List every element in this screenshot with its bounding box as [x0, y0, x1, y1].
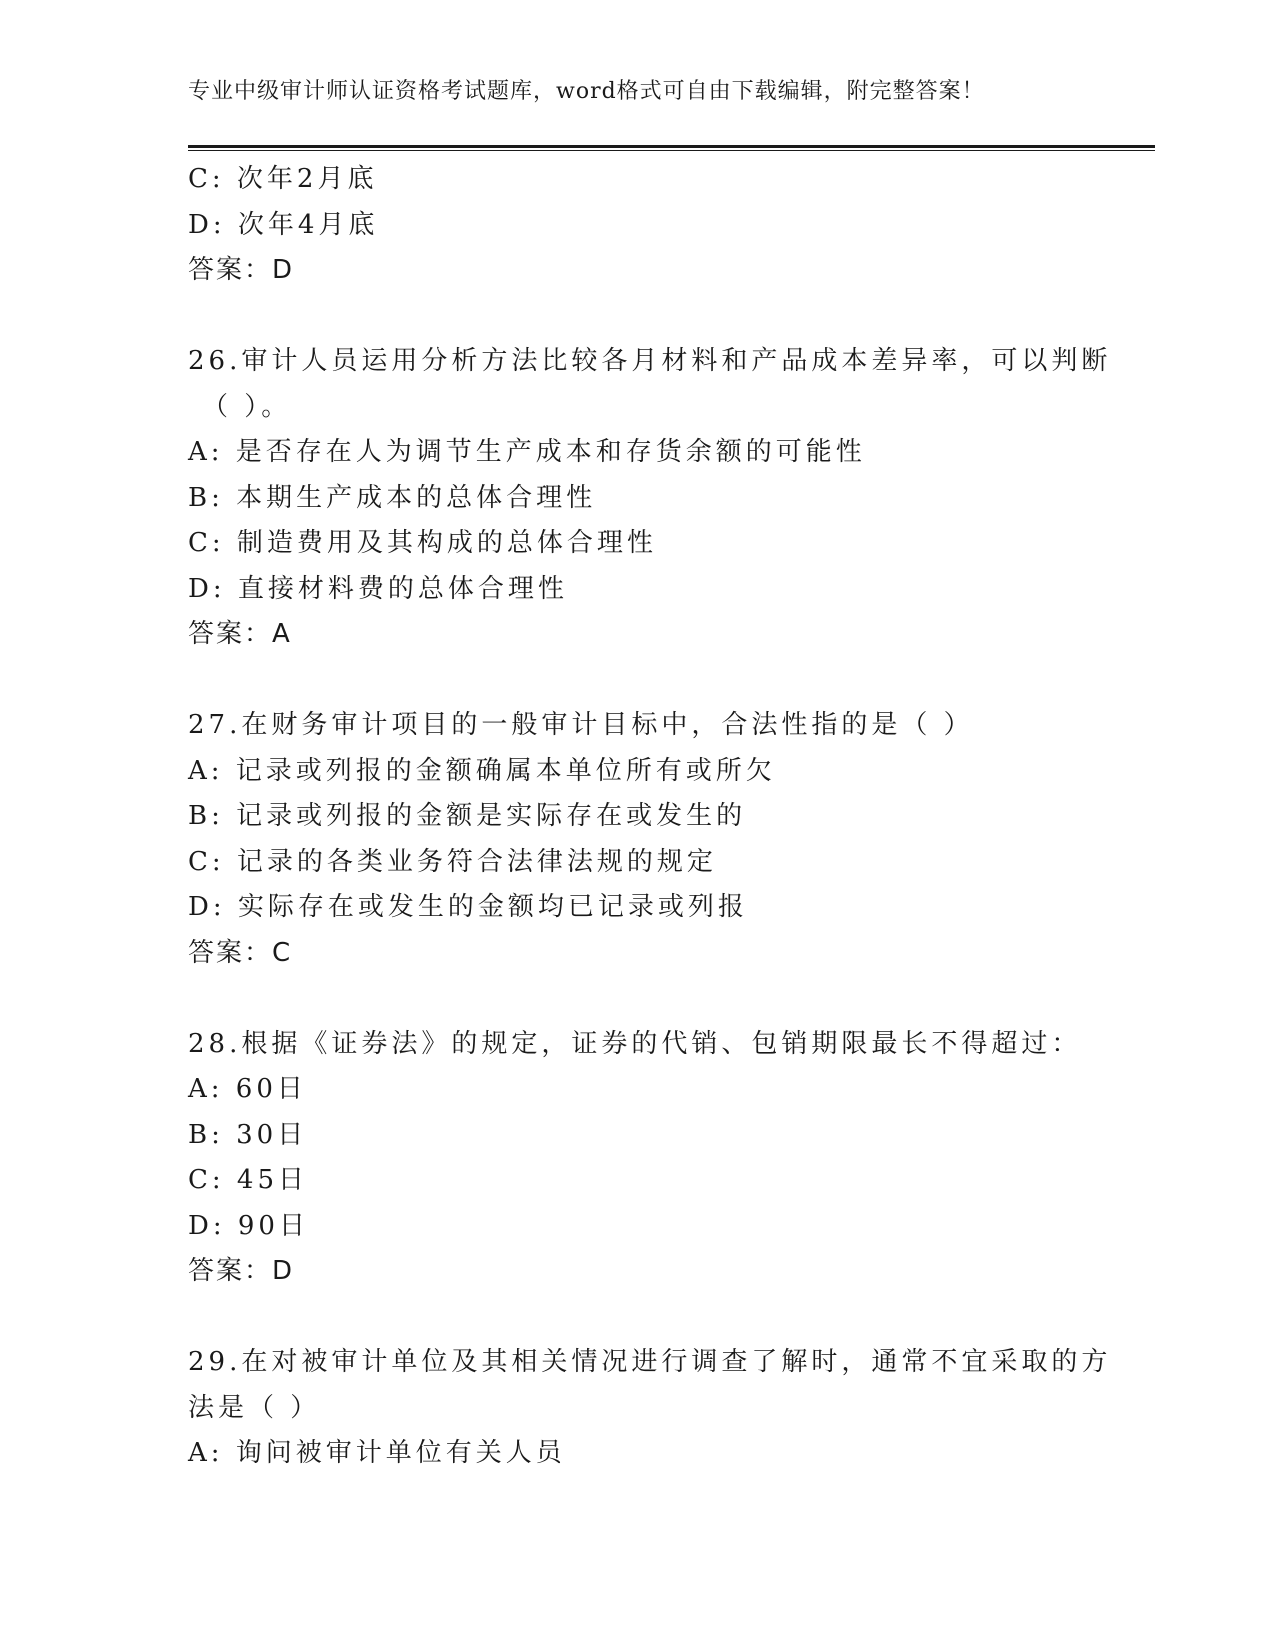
question-29	[188, 1340, 1112, 1477]
option-b: B: 30日	[188, 1119, 308, 1150]
answer-line: 答案：A	[188, 619, 292, 649]
question-stem: 28.根据《证券法》的规定，证券的代销、包销期限最长不得超过：	[188, 1028, 1082, 1059]
question-27	[188, 703, 1078, 976]
option-c: C: 制造费用及其构成的总体合理性	[188, 528, 657, 558]
header-rule-thin	[188, 150, 1155, 151]
question-stem-cont: 法是（ ）	[188, 1392, 321, 1423]
answer-line: 答案：D	[188, 1256, 295, 1286]
option-b: B: 本期生产成本的总体合理性	[188, 482, 597, 513]
question-26	[188, 339, 1112, 658]
option-a: A: 60日	[188, 1074, 307, 1104]
option-d: D: 直接材料费的总体合理性	[188, 573, 568, 604]
option-b: B: 记录或列报的金额是实际存在或发生的	[188, 801, 747, 831]
option-d: D: 实际存在或发生的金额均已记录或列报	[188, 892, 748, 922]
option-d: D: 90日	[188, 1210, 309, 1241]
question-28	[188, 1022, 1082, 1295]
question-stem-cont: （ ）。	[202, 391, 292, 422]
prev-question-block	[188, 157, 1078, 294]
option-a: A: 是否存在人为调节生产成本和存货余额的可能性	[188, 437, 866, 467]
option-d: D: 次年4月底	[188, 209, 379, 240]
answer-line: 答案：C	[188, 937, 293, 968]
question-content	[188, 157, 1112, 1477]
page-header: 专业中级审计师认证资格考试题库，word格式可自由下载编辑，附完整答案！	[188, 79, 985, 104]
option-c: C: 次年2月底	[188, 164, 378, 194]
option-a: A: 记录或列报的金额确属本单位所有或所欠	[188, 755, 776, 786]
option-c: C: 45日	[188, 1165, 309, 1195]
question-stem: 26.审计人员运用分析方法比较各月材料和产品成本差异率，可以判断	[188, 346, 1112, 376]
question-stem: 27.在财务审计项目的一般审计目标中，合法性指的是（ ）	[188, 710, 974, 740]
answer-line: 答案：D	[188, 255, 295, 285]
question-stem: 29.在对被审计单位及其相关情况进行调查了解时，通常不宜采取的方	[188, 1347, 1112, 1377]
header-rule-thick	[188, 145, 1155, 148]
option-a: A: 询问被审计单位有关人员	[188, 1438, 566, 1468]
option-c: C: 记录的各类业务符合法律法规的规定	[188, 846, 717, 877]
